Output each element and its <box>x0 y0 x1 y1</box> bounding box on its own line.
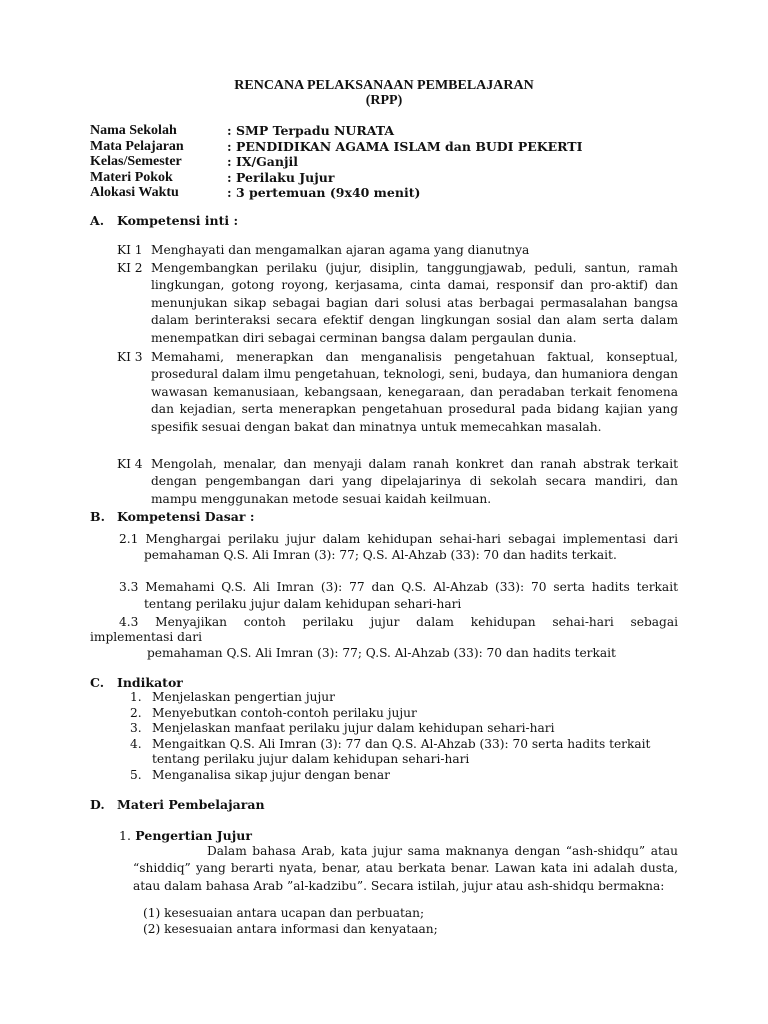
ki-item <box>117 456 678 508</box>
identity-key: Alokasi Waktu <box>90 185 179 200</box>
section-c-heading <box>90 675 183 690</box>
section-title: Materi Pembelajaran <box>117 797 265 812</box>
list-number: 4. <box>130 736 142 751</box>
list-item <box>130 721 678 737</box>
ki-item <box>117 260 678 347</box>
section-letter: B. <box>90 509 105 524</box>
document-subtitle: (RPP) <box>365 93 403 108</box>
list-item <box>130 690 678 706</box>
identity-row <box>90 170 582 186</box>
section-letter: D. <box>90 797 105 812</box>
identity-value: : 3 pertemuan (9x40 menit) <box>227 185 421 200</box>
ki-label: KI 4 <box>117 457 143 471</box>
section-d-heading <box>90 797 265 812</box>
identity-key: Mata Pelajaran <box>90 138 184 154</box>
identity-key: Kelas/Semester <box>90 154 182 169</box>
list-number: 5. <box>130 767 142 782</box>
kd-line: 2.1 Menghargai perilaku jujur dalam kehidupan sehai-hari sebagai implementasi dari <box>119 532 678 546</box>
indicator-list <box>130 690 678 783</box>
kd-line: implementasi dari <box>90 630 202 644</box>
identity-row <box>90 154 582 170</box>
ki-item <box>117 349 678 436</box>
identity-value: : IX/Ganjil <box>227 154 298 169</box>
kd-line: pemahaman Q.S. Ali Imran (3): 77; Q.S. Al-Ahzab (33): 70 dan hadits terkait. <box>144 548 617 562</box>
document-title: RENCANA PELAKSANAAN PEMBELAJARAN <box>234 78 534 93</box>
list-item <box>130 737 678 768</box>
identity-table <box>90 123 582 201</box>
identity-value: : Perilaku Jujur <box>227 169 335 185</box>
section-b-heading <box>90 509 254 524</box>
identity-row <box>90 139 582 155</box>
subsection-heading <box>119 828 252 843</box>
list-text: Menyebutkan contoh-contoh perilaku jujur <box>152 705 417 720</box>
list-item: (2) kesesuaian antara informasi dan kenyataan; <box>143 922 438 936</box>
list-number: 1. <box>130 690 142 704</box>
ki-item <box>117 242 678 259</box>
ki-text: Mengembangkan perilaku (jujur, disiplin, tanggungjawab, peduli, santun, ramah lingkungan, gotong royong, kerjasama, cinta damai, responsif dan pro-aktif) dan menunjukan sikap sebagai bagian dari solusi atas berbagai permasalahan bangsa dalam berinteraksi secara efektif dengan lingkungan sosial dan alam serta dalam menempatkan diri sebagai cerminan bangsa dalam pergaulan dunia. <box>151 261 678 345</box>
list-number: 2. <box>130 705 142 720</box>
identity-value: : SMP Terpadu NURATA <box>227 123 395 138</box>
ki-label: KI 3 <box>117 350 143 364</box>
ki-text: Mengolah, menalar, dan menyaji dalam ranah konkret dan ranah abstrak terkait dengan pengembangan dari yang dipelajarinya di sekolah secara mandiri, dan mampu menggunakan metode sesuai kaidah keilmuan. <box>151 457 678 506</box>
kd-line: pemahaman Q.S. Ali Imran (3): 77; Q.S. Al-Ahzab (33): 70 dan hadits terkait <box>147 646 616 660</box>
section-title: Indikator <box>117 675 183 690</box>
section-letter: C. <box>90 675 105 690</box>
identity-value: : PENDIDIKAN AGAMA ISLAM dan BUDI PEKERTI <box>227 138 583 154</box>
list-text: Mengaitkan Q.S. Ali Imran (3): 77 dan Q.S. Al-Ahzab (33): 70 serta hadits terkait tentang perilaku jujur dalam kehidupan sehari-hari <box>152 736 651 766</box>
list-item: (1) kesesuaian antara ucapan dan perbuatan; <box>143 906 425 920</box>
subsection-number: 1. <box>119 828 131 843</box>
list-number: 3. <box>130 721 142 735</box>
section-title: Kompetensi inti : <box>117 213 239 228</box>
identity-key: Materi Pokok <box>90 169 173 185</box>
list-item <box>130 706 678 722</box>
ki-text: Memahami, menerapkan dan menganalisis pengetahuan faktual, konseptual, prosedural dalam ilmu pengetahuan, teknologi, seni, budaya, dan humaniora dengan wawasan kemanusiaan, kebangsaan, kenegaraan, dan peradaban terkait fenomena dan kejadian, serta menerapkan pengetahuan prosedural pada bidang kajian yang spesifik sesuai dengan bakat dan minatnya untuk memecahkan masalah. <box>151 350 678 434</box>
identity-key: Nama Sekolah <box>90 123 177 138</box>
list-text: Menjelaskan manfaat perilaku jujur dalam kehidupan sehari-hari <box>152 721 555 735</box>
section-a-heading <box>90 213 238 228</box>
ki-label: KI 2 <box>117 261 143 275</box>
section-title: Kompetensi Dasar : <box>117 509 255 524</box>
section-letter: A. <box>90 213 105 228</box>
identity-row <box>90 185 582 201</box>
subsection-title: Pengertian Jujur <box>135 828 252 843</box>
list-text: Menganalisa sikap jujur dengan benar <box>152 767 390 782</box>
kd-line: tentang perilaku jujur dalam kehidupan sehari-hari <box>144 597 462 611</box>
ki-label: KI 1 <box>117 243 143 257</box>
kd-line: 3.3 Memahami Q.S. Ali Imran (3): 77 dan Q.S. Al-Ahzab (33): 70 serta hadits terkait <box>119 580 678 594</box>
list-item <box>130 768 678 784</box>
identity-row <box>90 123 582 139</box>
kd-line: 4.3 Menyajikan contoh perilaku jujur dalam kehidupan sehai-hari sebagai <box>119 615 678 629</box>
paragraph: Dalam bahasa Arab, kata jujur sama maknanya dengan “ash-shidqu” atau “shiddiq” yang berarti nyata, benar, atau berkata benar. Lawan kata ini adalah dusta, atau dalam bahasa Arab ”al-kadzibu”. Secara istilah, jujur atau ash-shidqu bermakna: <box>133 844 678 893</box>
list-text: Menjelaskan pengertian jujur <box>152 690 335 704</box>
ki-text: Menghayati dan mengamalkan ajaran agama yang dianutnya <box>151 243 530 257</box>
